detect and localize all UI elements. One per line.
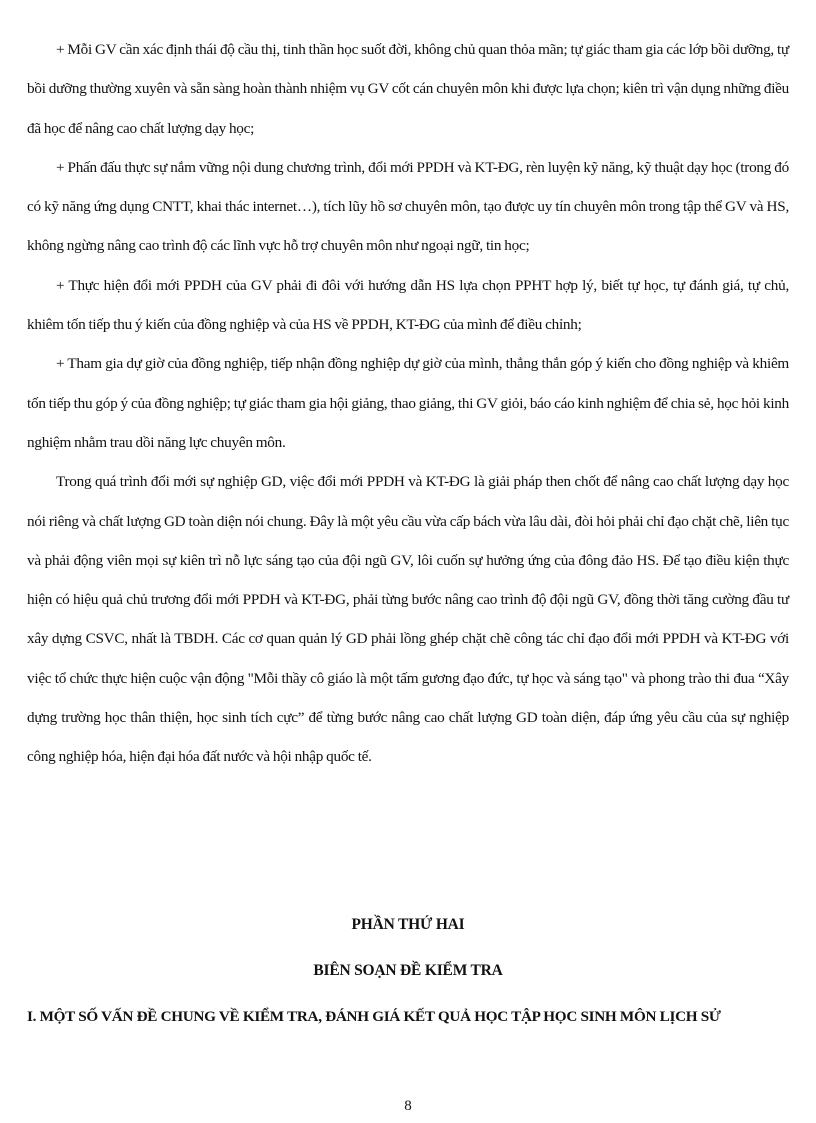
page-number: 8 [404, 1098, 412, 1114]
body-text [27, 30, 789, 777]
part-heading: PHẦN THỨ HAI [351, 916, 465, 933]
paragraph-observe-colleagues: + Tham gia dự giờ của đồng nghiệp, tiếp nhận đồng nghiệp dự giờ của mình, thẳng thắn góp ý kiến cho đồng nghiệp và khiêm tốn tiếp thu góp ý của đồng nghiệp; tự giác tham gia hội giảng, thao giảng, thi GV giỏi, báo cáo kinh nghiệm để chia sẻ, học hỏi kinh nghiệm nhằm trau dồi năng lực chuyên môn. [27, 355, 789, 451]
part-title: BIÊN SOẠN ĐỀ KIỂM TRA [313, 962, 503, 979]
section-heading: I. MỘT SỐ VẤN ĐỀ CHUNG VỀ KIỂM TRA, ĐÁNH GIÁ KẾT QUẢ HỌC TẬP HỌC SINH MÔN LỊCH SỬ [27, 1008, 721, 1025]
paragraph-self-study: + Mỗi GV cần xác định thái độ cầu thị, tinh thần học suốt đời, không chủ quan thỏa mãn; tự giác tham gia các lớp bồi dưỡng, tự bồi dưỡng thường xuyên và sẵn sàng hoàn thành nhiệm vụ GV cốt cán chuyên môn khi được lựa chọn; kiên trì vận dụng những điều đã học để nâng cao chất lượng dạy học; [27, 41, 789, 137]
paragraph-guide-students: + Thực hiện đổi mới PPDH của GV phải đi đôi với hướng dẫn HS lựa chọn PPHT hợp lý, biết tự học, tự đánh giá, tự chủ, khiêm tốn tiếp thu ý kiến của đồng nghiệp và của HS về PPDH, KT-ĐG của mình để điều chỉnh; [27, 276, 789, 334]
paragraph-conclusion: Trong quá trình đổi mới sự nghiệp GD, việc đổi mới PPDH và KT-ĐG là giải pháp then chốt để nâng cao chất lượng dạy học nói riêng và chất lượng GD toàn diện nói chung. Đây là một yêu cầu vừa cấp bách vừa lâu dài, đòi hỏi phải chỉ đạo chặt chẽ, liên tục và phải động viên mọi sự kiên trì nỗ lực sáng tạo của đội ngũ GV, lôi cuốn sự hưởng ứng của đông đảo HS. Để tạo điều kiện thực hiện có hiệu quả chủ trương đổi mới PPDH và KT-ĐG, phải từng bước nâng cao trình độ đội ngũ GV, đồng thời tăng cường đầu tư xây dựng CSVC, nhất là TBDH. Các cơ quan quản lý GD phải lồng ghép chặt chẽ công tác chỉ đạo đổi mới PPDH và KT-ĐG với việc tổ chức thực hiện cuộc vận động "Mỗi thầy cô giáo là một tấm gương đạo đức, tự học và sáng tạo" và phong trào thi đua “Xây dựng trường học thân thiện, học sinh tích cực” để từng bước nâng cao chất lượng GD toàn diện, đáp ứng yêu cầu của sự nghiệp công nghiệp hóa, hiện đại hóa đất nước và hội nhập quốc tế. [27, 473, 789, 766]
paragraph-master-curriculum: + Phấn đấu thực sự nắm vững nội dung chương trình, đổi mới PPDH và KT-ĐG, rèn luyện kỹ năng, kỹ thuật dạy học (trong đó có kỹ năng ứng dụng CNTT, khai thác internet…), tích lũy hồ sơ chuyên môn, tạo được uy tín chuyên môn trong tập thể GV và HS, không ngừng nâng cao trình độ các lĩnh vực hỗ trợ chuyên môn như ngoại ngữ, tin học; [27, 158, 789, 255]
